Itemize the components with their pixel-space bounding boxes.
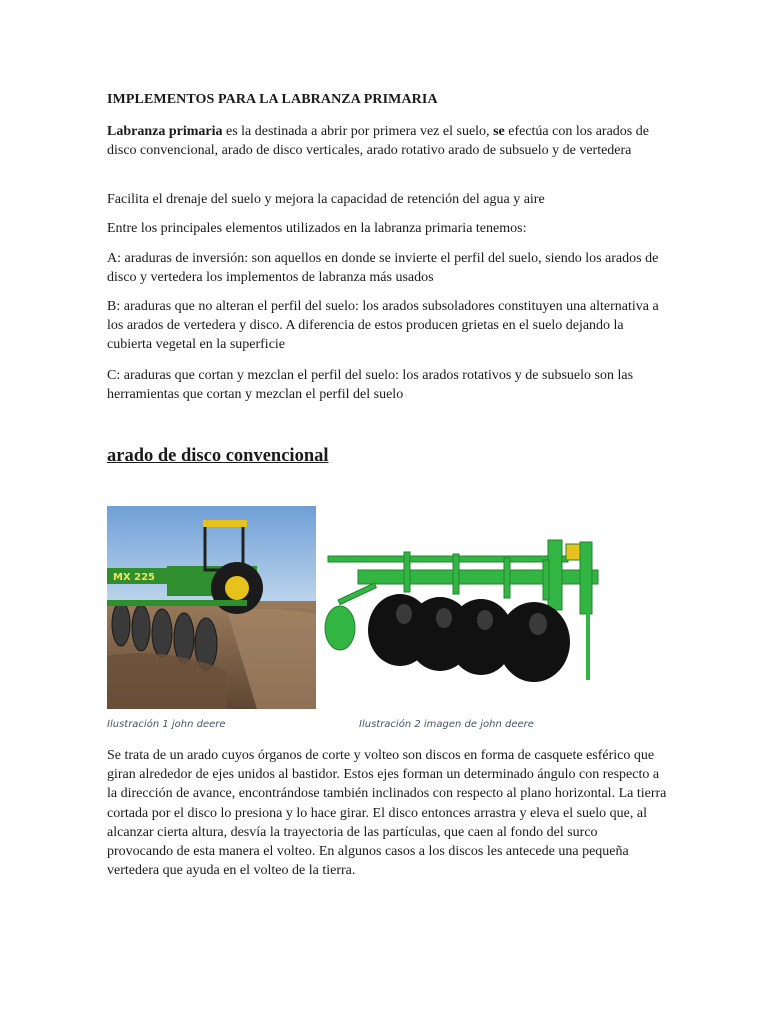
term-labranza-primaria: Labranza primaria: [107, 124, 223, 139]
paragraph-labranza-primaria: [107, 122, 667, 160]
section-title: arado de disco convencional: [107, 446, 329, 466]
paragraph-elementos: Entre los principales elementos utilizados en la labranza primaria tenemos:: [107, 221, 527, 236]
disc-plow-image: [318, 530, 618, 700]
figure2-caption: Ilustración 2 imagen de john deere: [359, 719, 534, 730]
tractor-model-text: MX 225: [113, 572, 156, 583]
page-heading: IMPLEMENTOS PARA LA LABRANZA PRIMARIA: [107, 92, 438, 107]
paragraph-b-no-alteran: B: araduras que no alteran el perfil del suelo: los arados subsoladores constituyen una alternativa a los arados de vertedera y disco. A diferencia de estos producen grietas en el suelo dejando la cubierta vegetal en la superficie: [107, 299, 659, 353]
paragraph-text: efectúa con los arados de disco convencional, arado de disco verticales, arado rotativo arado de subsuelo y de vertedera: [107, 124, 649, 159]
paragraph-descripcion-arado: Se trata de un arado cuyos órganos de corte y volteo son discos en forma de casquete esférico que giran alrededor de ejes unidos al bastidor. Estos ejes forman un determinado ángulo con respecto a la dirección de avance, encontrándose también inclinados con respecto al plano horizontal. La tierra cortada por el disco lo presiona y lo hace girar. El disco entonces arrastra y eleva el suelo que, al alcanzar cierta altura, desvía la trayectoria de las partículas, que caen al fondo del surco provocando de esta manera el volteo. En algunos casos a los discos les antecede una pequeña vertedera que ayuda en el volteo de la tierra.: [107, 748, 667, 879]
tractor-plow-image: [107, 506, 316, 709]
figure-disc-plow-photo: [318, 530, 618, 700]
bold-se: se: [493, 124, 505, 139]
paragraph-drenaje: Facilita el drenaje del suelo y mejora la capacidad de retención del agua y aire: [107, 192, 545, 207]
paragraph-a-inversion: A: araduras de inversión: son aquellos en donde se invierte el perfil del suelo, siendo los arados de disco y vertedera los implementos de labranza más usados: [107, 251, 659, 286]
figure-tractor-photo: [107, 506, 316, 709]
paragraph-text: es la destinada a abrir por primera vez el suelo,: [222, 124, 494, 139]
figure1-caption: Ilustración 1 john deere: [107, 719, 226, 730]
paragraph-c-cortan-mezclan: C: araduras que cortan y mezclan el perfil del suelo: los arados rotativos y de subsuelo son las herramientas que cortan y mezclan el perfil del suelo: [107, 368, 634, 403]
